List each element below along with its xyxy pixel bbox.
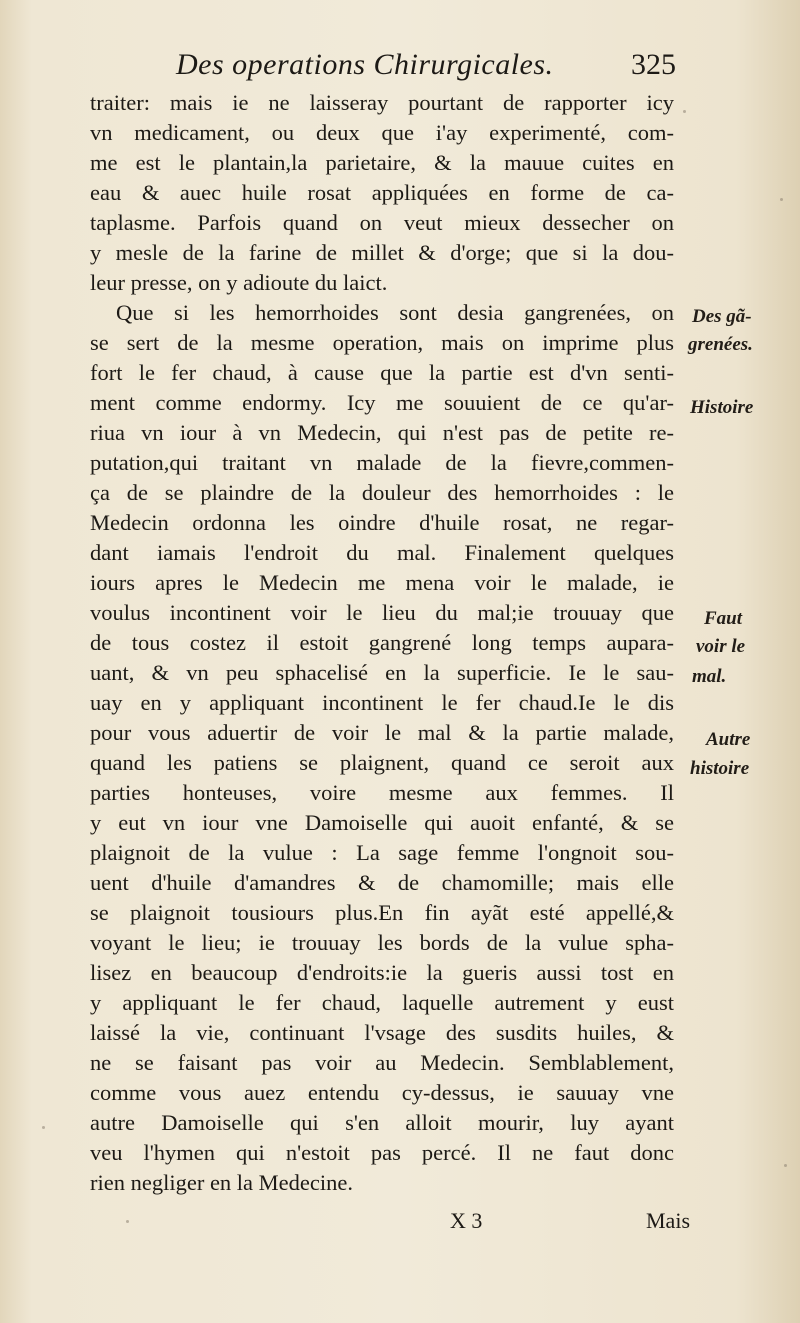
text-line: ment comme endormy. Icy me souuient de ce qu'ar- [90,390,674,415]
text-line: me est le plantain,la parietaire, & la mauue cuites en [90,150,674,175]
margin-note: Histoire [690,397,754,418]
text-line: putation,qui traitant vn malade de la fievre,commen- [90,450,674,475]
text-line: eau & auec huile rosat appliquées en forme de ca- [90,180,674,205]
text-line: laissé la vie, continuant l'vsage des susdits huiles, & [90,1020,674,1045]
text-line: uant, & vn peu sphacelisé en la superficie. Ie le sau- [90,660,674,685]
margin-note: Faut [704,608,743,629]
text-line: pour vous aduertir de voir le mal & la partie malade, [90,720,674,745]
text-line: vn medicament, ou deux que i'ay experimenté, com- [90,120,674,145]
running-title: Des operations Chirurgicales. [176,48,554,81]
text-line: ne se faisant pas voir au Medecin. Semblablement, [90,1050,674,1075]
text-line: de tous costez il estoit gangrené long temps aupara- [90,630,674,655]
text-line: quand les patiens se plaignent, quand ce seroit aux [90,750,674,775]
text-line: ça de se plaindre de la douleur des hemorrhoides : le [90,480,674,505]
margin-note: grenées. [688,334,753,355]
margin-note: voir le [696,636,746,657]
text-line: lisez en beaucoup d'endroits:ie la gueris aussi tost en [90,960,674,985]
signature-mark: X 3 [450,1208,483,1233]
margin-note: histoire [690,758,750,779]
text-line: iours apres le Medecin me mena voir le malade, ie [90,570,674,595]
text-line: plaignoit de la vulue : La sage femme l'ongnoit sou- [90,840,674,865]
text-line: veu l'hymen qui n'estoit pas percé. Il ne faut donc [90,1140,674,1165]
catchword: Mais [646,1208,690,1233]
paper-speck [126,1220,129,1223]
text-line: uay en y appliquant incontinent le fer chaud.Ie le dis [90,690,674,715]
body-text [90,88,674,1198]
text-line: leur presse, on y adioute du laict. [90,270,388,295]
text-line: parties honteuses, voire mesme aux femmes. Il [90,780,674,805]
text-line: Que si les hemorrhoides sont desia gangrenées, on [116,300,674,325]
text-line: voulus incontinent voir le lieu du mal;ie trouuay que [90,600,674,625]
paper-speck [784,1164,787,1167]
text-line: se plaignoit tousiours plus.En fin ayãt esté appellé,& [90,900,674,925]
text-line: y eut vn iour vne Damoiselle qui auoit enfanté, & se [90,810,674,835]
text-line: comme vous auez entendu cy-dessus, ie sauuay vne [90,1080,674,1105]
page-header [176,48,676,88]
text-line: dant iamais l'endroit du mal. Finalement quelques [90,540,674,565]
text-line: uent d'huile d'amandres & de chamomille; mais elle [90,870,674,895]
text-line: riua vn iour à vn Medecin, qui n'est pas de petite re- [90,420,674,445]
margin-note: Autre [706,729,751,750]
paper-speck [780,198,783,201]
text-line: taplasme. Parfois quand on veut mieux dessecher on [90,210,674,235]
paper-speck [42,1126,45,1129]
text-line: fort le fer chaud, à cause que la partie est d'vn senti- [90,360,674,385]
text-line: se sert de la mesme operation, mais on imprime plus [90,330,674,355]
text-line: traiter: mais ie ne laisseray pourtant de rapporter icy [90,90,674,115]
paper-speck [683,110,686,113]
text-line: autre Damoiselle qui s'en alloit mourir, luy ayant [90,1110,674,1135]
margin-note: Des gã- [692,306,752,327]
page-footer [90,1208,690,1244]
margin-note: mal. [692,666,727,687]
text-line: voyant le lieu; ie trouuay les bords de la vulue spha- [90,930,674,955]
page-number: 325 [631,48,676,81]
text-line: rien negliger en la Medecine. [90,1170,354,1195]
text-line: y appliquant le fer chaud, laquelle autrement y eust [90,990,674,1015]
text-line: y mesle de la farine de millet & d'orge; que si la dou- [90,240,674,265]
text-line: Medecin ordonna les oindre d'huile rosat, ne regar- [90,510,674,535]
